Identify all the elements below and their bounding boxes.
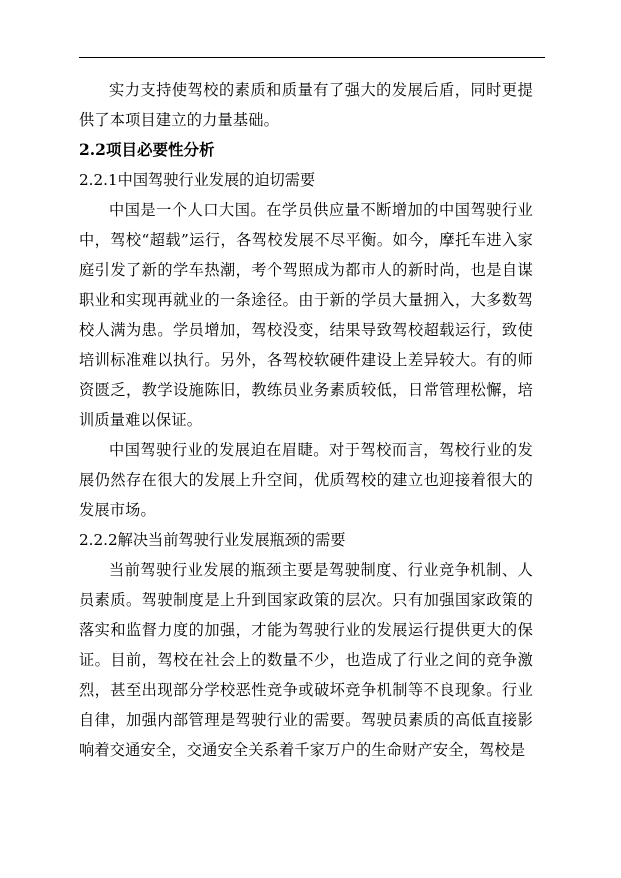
subsection-heading-2-2-2: 2.2.2解决当前驾驶行业发展瓶颈的需要 xyxy=(79,531,346,549)
document-body xyxy=(79,75,533,765)
intro-paragraph: 实力支持使驾校的素质和质量有了强大的发展后盾，同时更提供了本项目建立的力量基础。 xyxy=(79,81,533,129)
subsection-2-2-1-paragraph-2: 中国驾驶行业的发展迫在眉睫。对于驾校而言，驾校行业的发展仍然存在很大的发展上升空间，优质驾校的建立也迎接着很大的发展市场。 xyxy=(79,441,533,519)
header-rule xyxy=(79,57,545,58)
subsection-2-2-1-paragraph-1: 中国是一个人口大国。在学员供应量不断增加的中国驾驶行业中，驾校“超载”运行，各驾校发展不尽平衡。如今，摩托车进入家庭引发了新的学车热潮，考个驾照成为都市人的新时尚，也是自谋职业和实现再就业的一条途径。由于新的学员大量拥入，大多数驾校人满为患。学员增加，驾校没变，结果导致驾校超载运行，致使培训标准难以执行。另外，各驾校软硬件建设上差异较大。有的师资匮乏，教学设施陈旧，教练员业务素质较低，日常管理松懈，培训质量难以保证。 xyxy=(79,201,533,429)
subsection-heading-2-2-1: 2.2.1中国驾驶行业发展的迫切需要 xyxy=(79,171,316,189)
section-heading-2-2: 2.2项目必要性分析 xyxy=(79,140,215,159)
subsection-2-2-2-paragraph-1: 当前驾驶行业发展的瓶颈主要是驾驶制度、行业竞争机制、人员素质。驾驶制度是上升到国家政策的层次。只有加强国家政策的落实和监督力度的加强，才能为驾驶行业的发展运行提供更大的保证。目前，驾校在社会上的数量不少，也造成了行业之间的竞争激烈，甚至出现部分学校恶性竞争或破坏竞争机制等不良现象。行业自律，加强内部管理是驾驶行业的需要。驾驶员素质的高低直接影响着交通安全，交通安全关系着千家万户的生命财产安全，驾校是 xyxy=(79,561,533,759)
